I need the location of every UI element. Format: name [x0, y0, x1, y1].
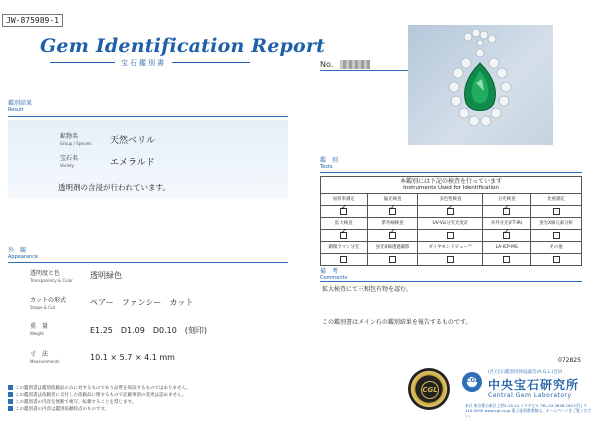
appearance-field-value: 透明緑色	[90, 271, 122, 280]
tests-label-en: Tests	[320, 164, 333, 170]
appearance-label-jp: 外 観	[8, 247, 27, 254]
pendant-illustration	[408, 25, 553, 145]
instruments-name-row	[321, 218, 582, 230]
footer-notes	[8, 385, 293, 413]
instrument-name: 偏光検査	[367, 194, 418, 206]
instrument-checkbox[interactable]	[553, 256, 560, 263]
result-label-en: Result	[8, 107, 24, 113]
instruments-header-row	[321, 177, 582, 194]
lab-name-en: Central Gem Laboratory	[488, 392, 572, 399]
remarks-label-jp: 備 考	[320, 268, 339, 275]
seal-text: CGL	[421, 381, 439, 399]
footer-note-text: この鑑別書の内容は鑑別依頼時点のものです。	[15, 407, 110, 412]
cgl-logo-text: CGL	[466, 377, 480, 384]
instrument-checkbox[interactable]	[389, 232, 396, 239]
instrument-checkbox[interactable]	[340, 232, 347, 239]
instrument-name: LA-ICP-MS	[483, 242, 531, 254]
result-field-label-en: Variety	[60, 163, 75, 168]
instrument-name: 拡大検査	[321, 218, 368, 230]
instrument-name: 赤外分光(FT-IR)	[483, 218, 531, 230]
footer-note-text: この鑑別書は鑑別依頼品のみに対するものであり品質を保証するものではありません。	[15, 386, 191, 391]
remarks-label-en: Comments	[320, 275, 348, 281]
instruments-table	[320, 176, 582, 266]
instrument-name: UV-Vis分光光度計	[418, 218, 483, 230]
instruments-header-jp: 本鑑別には下記の検査を行っています	[399, 178, 502, 185]
tests-rule	[320, 172, 582, 173]
report-title: Gem Identification Report	[40, 35, 326, 57]
instrument-name: 比重測定	[531, 194, 582, 206]
instrument-name: 屈折率測定	[321, 194, 368, 206]
result-field-value: 天然ベリル	[110, 136, 156, 146]
remarks-text: 拡大検査にて三相包有物を認む。	[322, 286, 413, 293]
result-rule	[8, 116, 288, 117]
result-field-label-en: Group / Species	[60, 141, 92, 146]
result-field-label	[60, 133, 91, 147]
appearance-field-label	[30, 323, 48, 337]
instrument-checkbox[interactable]	[553, 208, 560, 215]
appearance-field-value: ペアー ファンシー カット	[90, 298, 194, 307]
instruments-check-row	[321, 230, 582, 242]
appearance-field-label-en: Weight	[30, 331, 44, 336]
instruments-header-en: Instruments Used for Identification	[403, 185, 499, 191]
instrument-name: 蛍光X線透過撮影	[367, 242, 418, 254]
appearance-section-label	[8, 247, 38, 261]
instrument-checkbox[interactable]	[503, 256, 510, 263]
footer-note-text: この鑑別書の内容を無断で複写、転載することを禁じます。	[15, 400, 137, 405]
appearance-label-en: Appearance	[8, 254, 39, 260]
appearance-field-value: E1.25 D1.09 D0.10 (刻印)	[90, 326, 208, 335]
result-field-label	[60, 155, 78, 169]
instrument-checkbox[interactable]	[389, 208, 396, 215]
appearance-field-label	[30, 270, 73, 284]
result-section-label	[8, 100, 32, 114]
instrument-name: 多色性検査	[418, 194, 483, 206]
result-note: 透明剤の含浸が行われています。	[58, 183, 170, 192]
report-subtitle: 宝石鑑別書	[115, 58, 172, 68]
appearance-field-label-jp: 寸 法	[30, 351, 49, 358]
gem-photo	[408, 25, 553, 145]
instruments-check-row	[321, 254, 582, 266]
bullet-icon	[8, 406, 13, 411]
instrument-checkbox[interactable]	[389, 256, 396, 263]
appearance-field-value: 10.1 × 5.7 × 4.1 mm	[90, 353, 175, 362]
instrument-name: 紫外線検査	[367, 218, 418, 230]
footer-note-item	[8, 385, 293, 392]
bullet-icon	[8, 392, 13, 397]
instruments-header-cell	[321, 177, 582, 194]
lab-name-jp: 中央宝石研究所	[488, 378, 580, 392]
appearance-field-label-jp: カットの形式	[30, 297, 66, 304]
redacted-number	[340, 60, 370, 69]
bullet-icon	[8, 399, 13, 404]
appearance-field-label	[30, 351, 60, 365]
result-field-value: エメラルド	[110, 158, 155, 168]
lab-address: 本社 東京都台東区上野5-15-14 ミヤギビル TEL.03-3836-1627(代) 〒110-0005 www.cgl.co.jp 電子証明書書類は、ホームページをご覧ください。	[465, 403, 592, 418]
instrument-checkbox[interactable]	[447, 208, 454, 215]
instrument-checkbox[interactable]	[447, 256, 454, 263]
instruments-check-row	[321, 206, 582, 218]
instrument-checkbox[interactable]	[503, 232, 510, 239]
tests-label-jp: 鑑 別	[320, 157, 339, 164]
footer-note-text: この鑑別書は依頼者に交付した依頼品に関するもので記載事項の変更は認めません。	[15, 393, 187, 398]
remarks-section-label	[320, 268, 347, 282]
appearance-field-label-en: Transparency & Color	[30, 278, 73, 283]
report-number-label: No.	[320, 60, 334, 69]
number-rule	[320, 70, 410, 71]
instrument-checkbox[interactable]	[503, 208, 510, 215]
appearance-rule	[8, 262, 288, 263]
instrument-checkbox[interactable]	[553, 232, 560, 239]
footer-note-item	[8, 399, 293, 406]
instrument-name: 分光検査	[483, 194, 531, 206]
instruments-name-row	[321, 242, 582, 254]
lab-org-small: (社)宝石鑑別団体協議会(A.G.L.)会員	[488, 370, 563, 375]
serial-number: JW-875989-1	[2, 14, 63, 27]
instrument-name: ダイヤモンドビュー™	[418, 242, 483, 254]
instrument-checkbox[interactable]	[340, 256, 347, 263]
tests-section-label	[320, 157, 338, 171]
appearance-field-label-en: Measurements	[30, 359, 60, 364]
instrument-name: その他	[531, 242, 582, 254]
statement-text: この鑑別書はメイン石の鑑別結果を報告するものです。	[322, 319, 472, 326]
instrument-checkbox[interactable]	[447, 232, 454, 239]
appearance-field-label	[30, 297, 66, 311]
result-label-jp: 鑑別結果	[8, 100, 33, 107]
reference-number: 072825	[558, 357, 581, 364]
instrument-checkbox[interactable]	[340, 208, 347, 215]
instrument-name: 顕微ラマン分光	[321, 242, 368, 254]
appearance-field-label-en: Shape & Cut	[30, 305, 56, 310]
bullet-icon	[8, 385, 13, 390]
appearance-field-label-jp: 重 量	[30, 323, 49, 330]
appearance-field-label-jp: 透明度と色	[30, 270, 61, 277]
remarks-rule	[320, 281, 582, 282]
result-field-label-jp: 鉱物名	[60, 133, 79, 140]
instrument-name: 蛍光X線元素分析	[531, 218, 582, 230]
footer-note-item	[8, 406, 293, 413]
footer-note-item	[8, 392, 293, 399]
result-field-label-jp: 宝石名	[60, 155, 79, 162]
